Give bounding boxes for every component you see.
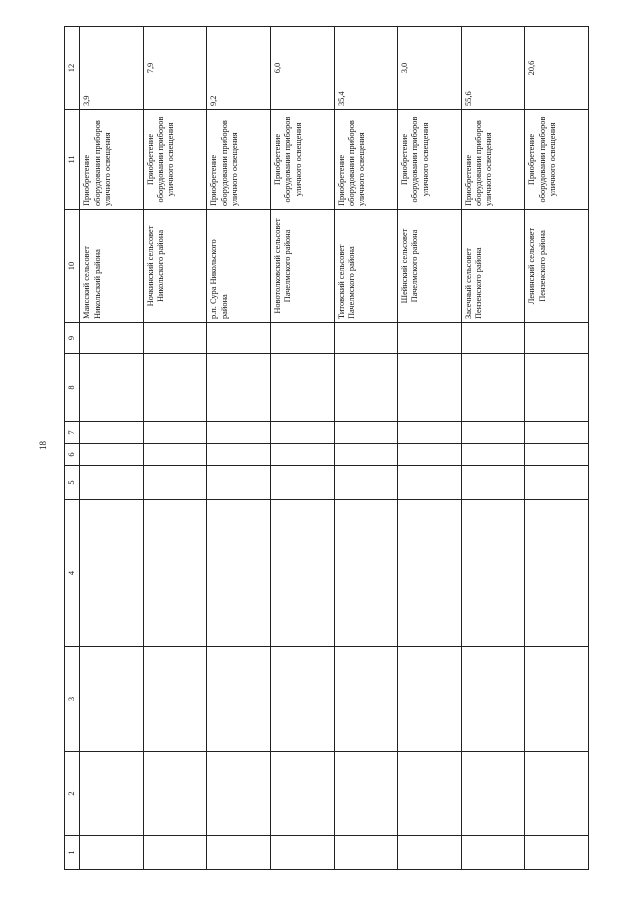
table-cell	[80, 752, 144, 836]
column-number-row	[65, 27, 80, 870]
table-cell	[207, 752, 271, 836]
municipality-cell: р.п. Сура Никольского района	[207, 210, 271, 323]
table-cell	[525, 323, 589, 354]
column-header: 3	[65, 647, 80, 752]
table-cell	[525, 752, 589, 836]
table-cell	[143, 466, 207, 500]
column-header: 1	[65, 836, 80, 870]
table-cell	[207, 466, 271, 500]
column-header: 12	[65, 27, 80, 110]
measure-cell: Приобретение оборудовании приборов уличного освещения	[334, 110, 398, 210]
table-cell	[334, 354, 398, 422]
measure-cell: Приобретение оборудовании приборов уличного освещения	[398, 110, 462, 210]
measure-cell: Приобретение оборудовании приборов уличного освещения	[207, 110, 271, 210]
table-cell	[271, 752, 335, 836]
table-cell	[143, 354, 207, 422]
measure-cell: Приобретение оборудовании приборов уличного освещения	[80, 110, 144, 210]
column-header: 10	[65, 210, 80, 323]
table-cell	[80, 836, 144, 870]
table-cell	[207, 836, 271, 870]
table-cell	[398, 647, 462, 752]
table-cell	[525, 422, 589, 444]
table-cell	[461, 444, 525, 466]
value-cell: 3,9	[80, 27, 144, 110]
table-cell	[207, 323, 271, 354]
table-cell	[143, 500, 207, 647]
measure-cell: Приобретение оборудовании приборов уличного освещения	[525, 110, 589, 210]
column-header: 11	[65, 110, 80, 210]
table-cell	[461, 466, 525, 500]
table-cell	[80, 354, 144, 422]
table-cell	[398, 354, 462, 422]
table-row	[271, 27, 335, 870]
table-cell	[271, 444, 335, 466]
table-cell	[143, 836, 207, 870]
column-header: 8	[65, 354, 80, 422]
table-cell	[398, 836, 462, 870]
table-row	[461, 27, 525, 870]
table-cell	[80, 500, 144, 647]
table-cell	[525, 500, 589, 647]
rotated-table-container	[64, 27, 589, 870]
table-cell	[461, 354, 525, 422]
table-cell	[207, 444, 271, 466]
table-cell	[461, 500, 525, 647]
page-number: 18	[38, 441, 48, 450]
table-cell	[398, 752, 462, 836]
column-header: 7	[65, 422, 80, 444]
table-cell	[271, 466, 335, 500]
value-cell: 55,6	[461, 27, 525, 110]
table-cell	[271, 422, 335, 444]
table-cell	[461, 323, 525, 354]
table-cell	[80, 444, 144, 466]
table-cell	[334, 500, 398, 647]
value-cell: 35,4	[334, 27, 398, 110]
municipality-cell: Ночкинский сельсовет Никольского района	[143, 210, 207, 323]
value-cell: 7,9	[143, 27, 207, 110]
table-cell	[143, 752, 207, 836]
table-cell	[334, 323, 398, 354]
data-table	[64, 26, 589, 870]
column-header: 4	[65, 500, 80, 647]
column-header: 6	[65, 444, 80, 466]
table-cell	[80, 323, 144, 354]
table-cell	[271, 323, 335, 354]
table-cell	[207, 647, 271, 752]
table-cell	[398, 422, 462, 444]
value-cell: 6,0	[271, 27, 335, 110]
table-cell	[461, 752, 525, 836]
municipality-cell: Шейнский сельсовет Пачелмского района	[398, 210, 462, 323]
table-cell	[334, 836, 398, 870]
municipality-cell: Новотолковский сельсовет Пачелмского района	[271, 210, 335, 323]
table-row	[207, 27, 271, 870]
table-cell	[398, 323, 462, 354]
table-cell	[334, 466, 398, 500]
table-cell	[334, 422, 398, 444]
table-cell	[271, 500, 335, 647]
value-cell: 9,2	[207, 27, 271, 110]
table-cell	[398, 500, 462, 647]
column-header: 9	[65, 323, 80, 354]
table-cell	[143, 647, 207, 752]
table-cell	[207, 354, 271, 422]
table-cell	[461, 836, 525, 870]
table-cell	[334, 444, 398, 466]
municipality-cell: Титовский сельсовет Пачелмского района	[334, 210, 398, 323]
table-row	[334, 27, 398, 870]
measure-cell: Приобретение оборудовании приборов уличного освещения	[461, 110, 525, 210]
value-cell: 3,0	[398, 27, 462, 110]
table-cell	[271, 647, 335, 752]
table-cell	[398, 444, 462, 466]
table-cell	[271, 354, 335, 422]
table-row	[525, 27, 589, 870]
table-cell	[461, 647, 525, 752]
table-cell	[334, 647, 398, 752]
table-row	[398, 27, 462, 870]
table-cell	[207, 422, 271, 444]
value-cell: 20,6	[525, 27, 589, 110]
municipality-cell: Маисский сельсовет Никольский района	[80, 210, 144, 323]
municipality-cell: Ленинский сельсовет Пензенского района	[525, 210, 589, 323]
table-cell	[398, 466, 462, 500]
table-cell	[334, 752, 398, 836]
table-cell	[207, 500, 271, 647]
measure-cell: Приобретение оборудовании приборов уличного освещения	[143, 110, 207, 210]
table-cell	[80, 422, 144, 444]
table-cell	[143, 444, 207, 466]
table-cell	[525, 444, 589, 466]
table-row	[143, 27, 207, 870]
table-cell	[525, 354, 589, 422]
table-cell	[143, 422, 207, 444]
table-cell	[80, 647, 144, 752]
table-row	[80, 27, 144, 870]
column-header: 2	[65, 752, 80, 836]
table-cell	[143, 323, 207, 354]
municipality-cell: Засечный сельсовет Пензенского района	[461, 210, 525, 323]
measure-cell: Приобретение оборудовании приборов уличного освещения	[271, 110, 335, 210]
table-cell	[525, 466, 589, 500]
table-cell	[461, 422, 525, 444]
table-cell	[525, 836, 589, 870]
table-cell	[271, 836, 335, 870]
column-header: 5	[65, 466, 80, 500]
table-cell	[525, 647, 589, 752]
table-cell	[80, 466, 144, 500]
